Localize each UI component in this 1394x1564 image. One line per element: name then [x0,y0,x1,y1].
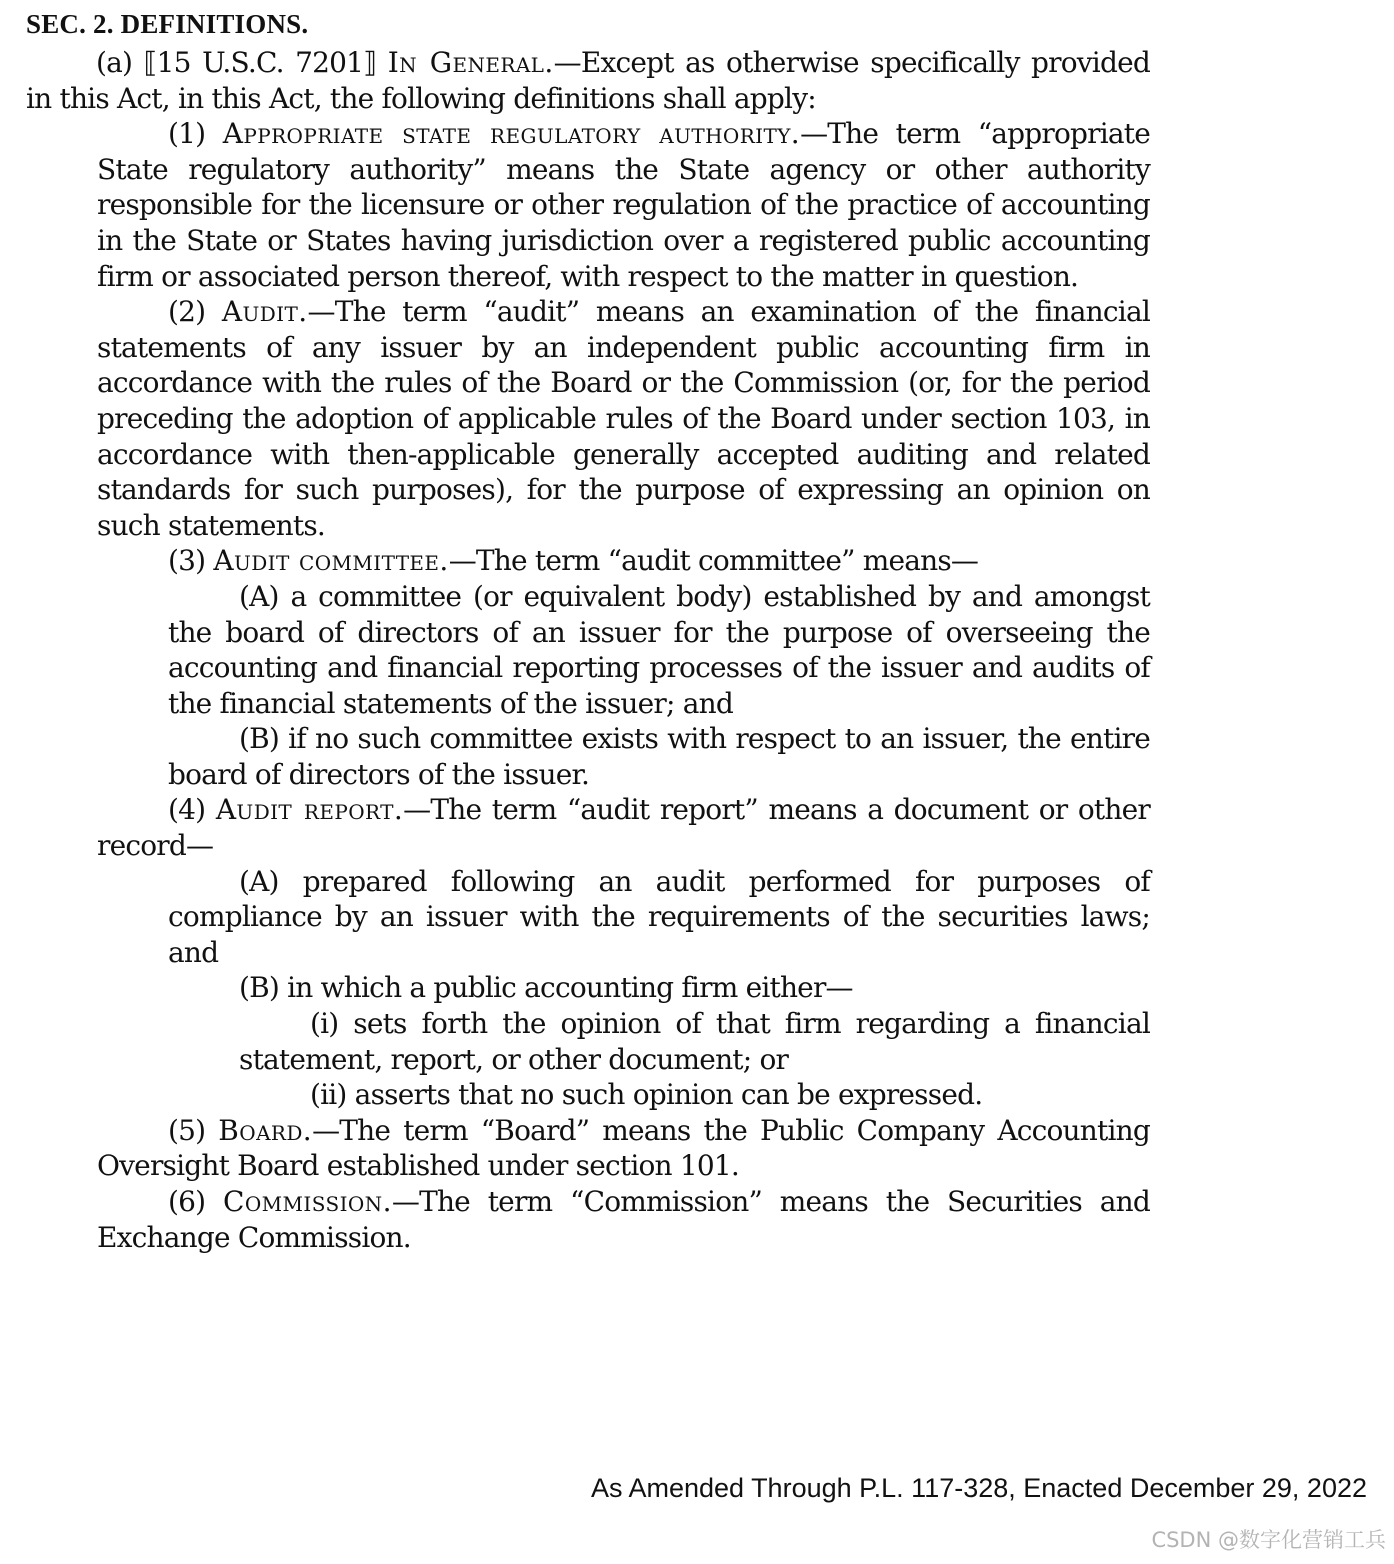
csdn-watermark: CSDN @数字化营销工兵 [1151,1528,1386,1552]
definition-text: —The term “audit report” means a document or other record— [97,793,1150,863]
audit-committee-clause-b [26,721,1150,792]
clause-text: prepared following an audit performed for purposes of compliance by an issuer with the requirements of the securities laws; and [168,864,1150,969]
clause-marker: (A) [239,579,279,613]
item-marker: (ii) [310,1078,347,1112]
definition-term: Appropriate state regulatory authority. [222,117,801,151]
definition-commission [26,1184,1150,1255]
definition-marker: (6) [168,1185,206,1218]
definition-term: Audit committee. [213,544,449,578]
definition-marker: (5) [168,1113,206,1147]
audit-report-clause-b [26,970,1150,1006]
audit-report-item-i [26,1006,1150,1077]
definition-text: —The term “Commission” means the Securities and Exchange Commission. [97,1185,1150,1254]
subsection-a-heading: In General. [387,46,554,79]
definition-text: —The term “audit committee” means— [448,544,979,578]
definition-marker: (3) [168,544,206,578]
item-text: sets forth the opinion of that firm regarding a financial statement, report, or other document; or [239,1007,1150,1076]
definition-marker: (4) [168,793,206,827]
subsection-a-marker: (a) [96,46,133,79]
section-heading: SEC. 2. DEFINITIONS. [26,9,309,39]
definition-audit [26,294,1150,543]
definition-marker: (2) [168,295,206,329]
subsection-a-text: —Except as otherwise specifically provided in this Act, in this Act, the following definitions shall apply: [26,46,1150,115]
item-text: asserts that no such opinion can be expressed. [354,1078,983,1112]
document-body [26,45,1150,1255]
definition-term: Audit. [221,295,308,329]
definition-text: —The term “appropriate State regulatory authority” means the State agency or other authority responsible for the licensure or other regulation of the practice of accounting in the State or States having jurisdiction over a registered public accounting firm or associated person thereof, with respect to the matter in question. [97,117,1150,293]
item-marker: (i) [310,1007,339,1041]
audit-report-item-ii [26,1077,1150,1113]
clause-marker: (B) [239,971,280,1005]
audit-committee-clause-a [26,579,1150,721]
definition-term: Board. [218,1113,313,1147]
definition-audit-committee [26,543,1150,579]
clause-marker: (B) [239,722,280,756]
definition-term: Audit report. [215,793,404,827]
clause-text: if no such committee exists with respect to an issuer, the entire board of directors of the issuer. [168,722,1150,791]
definition-text: —The term “Board” means the Public Company Accounting Oversight Board established under section 101. [97,1113,1150,1183]
definition-audit-report [26,792,1150,863]
audit-report-clause-a [26,864,1150,971]
clause-text: in which a public accounting firm either— [287,971,853,1005]
definition-board [26,1113,1150,1184]
amendment-footer: As Amended Through P.L. 117-328, Enacted December 29, 2022 [590,1473,1367,1503]
definition-text: —The term “audit” means an examination of the financial statements of any issuer by an independent public accounting firm in accordance with the rules of the Board or the Commission (or, for the period preceding the adoption of applicable rules of the Board under section 103, in accordance with then-applicable generally accepted auditing and related standards for such purposes), for the purpose of expressing an opinion on such statements. [97,295,1150,542]
definition-term: Commission. [223,1185,392,1218]
usc-citation: ⟦15 U.S.C. 7201⟧ [143,46,377,79]
definition-appropriate-state-regulatory-authority [26,116,1150,294]
clause-marker: (A) [239,864,279,898]
definition-marker: (1) [168,117,206,151]
subsection-a [26,45,1150,116]
clause-text: a committee (or equivalent body) established by and amongst the board of directors of an issuer for the purpose of overseeing the accounting and financial reporting processes of the issuer and audits of the financial statements of the issuer; and [168,579,1150,720]
